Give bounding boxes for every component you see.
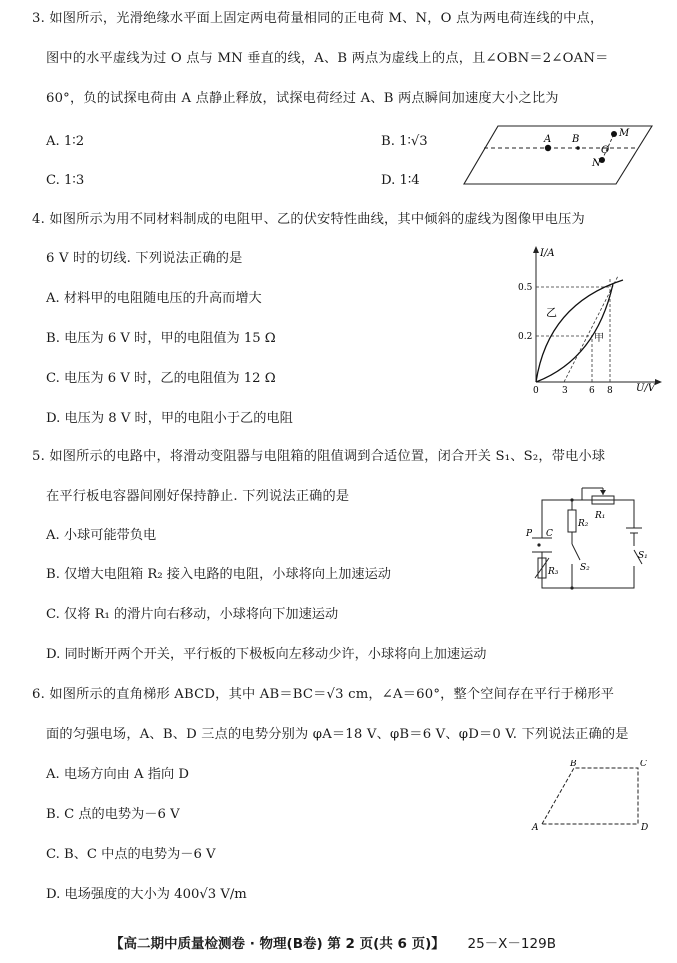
q6-label-a: A	[532, 823, 539, 832]
q6-label-c: C	[640, 760, 647, 769]
footer-title: 【高二期中质量检测卷 · 物理(B卷) 第 2 页(共 6 页)】	[110, 936, 445, 952]
q5-label-s2: S₂	[580, 563, 590, 573]
q3-line-3: 60°，负的试探电荷由 A 点静止释放，试探电荷经过 A、B 两点瞬间加速度大小之比为	[46, 91, 559, 106]
q5-label-r2: R₂	[578, 519, 589, 529]
q4-option-c: C. 电压为 6 V 时，乙的电阻值为 12 Ω	[46, 371, 276, 386]
q5-label-p: P	[526, 529, 533, 539]
q5-label-r3: R₃	[548, 567, 559, 577]
q4-option-a: A. 材料甲的电阻随电压的升高而增大	[46, 291, 262, 306]
q5-circuit	[522, 484, 654, 594]
q3-label-o: O	[601, 145, 610, 156]
q3-option-a: A. 1∶2	[46, 134, 85, 149]
q4-ytick-05: 0.5	[518, 283, 533, 293]
q4-iu-graph	[518, 244, 664, 394]
q6-label-b: B	[570, 760, 577, 769]
q4-ylabel: I/A	[540, 248, 555, 259]
q5-label-c: C	[546, 529, 553, 539]
q3-line-2: 图中的水平虚线为过 O 点与 MN 垂直的线，A、B 两点为虚线上的点，且∠OBN＝2∠OAN＝	[46, 51, 609, 66]
q3-option-b: B. 1∶√3	[381, 134, 428, 149]
q6-option-d: D. 电场强度的大小为 400√3 V/m	[46, 887, 247, 902]
q6-line-2: 面的匀强电场，A、B、D 三点的电势分别为 φA＝18 V、φB＝6 V、φD＝0 V. 下列说法正确的是	[46, 727, 629, 742]
q5-line-2: 在平行板电容器间刚好保持静止. 下列说法正确的是	[46, 489, 350, 504]
q6-option-c: C. B、C 中点的电势为－6 V	[46, 847, 216, 862]
q3-figure	[462, 122, 654, 188]
q4-xtick-6: 6	[589, 386, 595, 394]
q6-line-1: 6. 如图所示的直角梯形 ABCD，其中 AB＝BC＝√3 cm，∠A＝60°，整个空间存在平行于梯形平	[32, 687, 615, 702]
q5-option-a: A. 小球可能带负电	[46, 528, 157, 543]
q3-label-a: A	[544, 134, 552, 145]
q3-line-1: 3. 如图所示，光滑绝缘水平面上固定两电荷量相同的正电荷 M、N，O 点为两电荷连线的中点，	[32, 11, 604, 26]
q4-ytick-02: 0.2	[518, 332, 533, 342]
q5-label-r1: R₁	[595, 511, 606, 521]
q5-option-b: B. 仅增大电阻箱 R₂ 接入电路的电阻，小球将向上加速运动	[46, 567, 391, 582]
q4-xtick-0: 0	[533, 386, 539, 394]
q3-point-a	[545, 145, 551, 151]
q6-option-b: B. C 点的电势为－6 V	[46, 807, 180, 822]
q4-curve-label-yi: 乙	[546, 306, 557, 319]
page-footer	[110, 932, 556, 952]
q6-option-a: A. 电场方向由 A 指向 D	[46, 767, 189, 782]
q4-option-b: B. 电压为 6 V 时，甲的电阻值为 15 Ω	[46, 331, 276, 346]
q4-option-d: D. 电压为 8 V 时，甲的电阻小于乙的电阻	[46, 411, 293, 426]
q3-charge-m	[611, 131, 617, 137]
q4-line-2: 6 V 时的切线. 下列说法正确的是	[46, 251, 243, 266]
q3-option-d: D. 1∶4	[381, 173, 420, 188]
q4-xtick-3: 3	[562, 386, 568, 394]
q6-trapezoid	[528, 760, 658, 832]
q5-line-1: 5. 如图所示的电路中，将滑动变阻器与电阻箱的阻值调到合适位置，闭合开关 S₁、S₂，带电小球	[32, 449, 606, 464]
q5-option-d: D. 同时断开两个开关，平行板的下极板向左移动少许，小球将向上加速运动	[46, 647, 487, 662]
q4-xlabel: U/V	[636, 383, 656, 394]
q3-label-b: B	[572, 134, 580, 145]
footer-code: 25－X－129B	[467, 936, 556, 952]
q3-option-c: C. 1∶3	[46, 173, 85, 188]
q3-label-m: M	[619, 128, 630, 139]
q5-label-s1: S₁	[638, 551, 648, 561]
q3-point-b	[576, 146, 580, 150]
q4-xtick-8: 8	[607, 386, 613, 394]
q3-label-n: N	[592, 158, 601, 169]
q4-curve-label-jia: 甲	[594, 333, 604, 344]
q6-label-d: D	[641, 823, 649, 832]
q4-line-1: 4. 如图所示为用不同材料制成的电阻甲、乙的伏安特性曲线，其中倾斜的虚线为图像甲电压为	[32, 212, 585, 227]
q5-option-c: C. 仅将 R₁ 的滑片向右移动，小球将向下加速运动	[46, 607, 339, 622]
